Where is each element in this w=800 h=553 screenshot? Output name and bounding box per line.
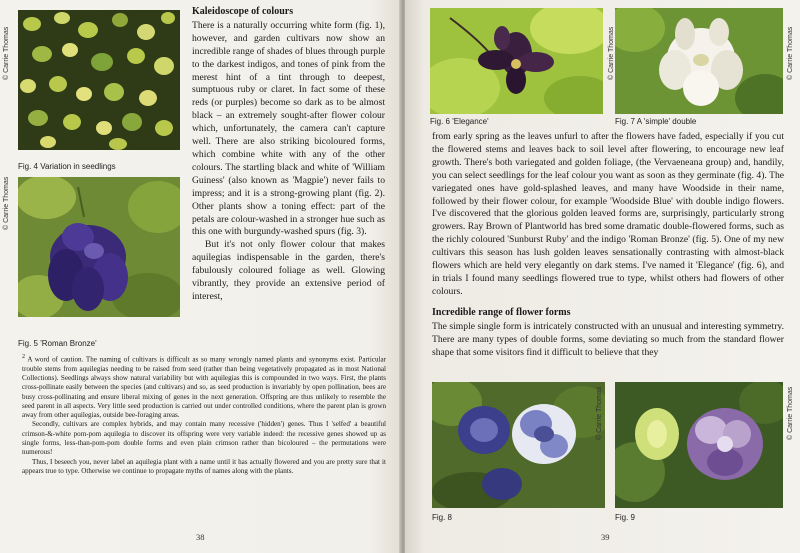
right-page: [405, 0, 800, 553]
paragraph: There is a naturally occurring white form (fig. 1), however, and garden cultivars now show an incredible range of shades of blues through purple to the darkest indigos, and tones of pink from the merest hint of a tint through to deepest, sumptuous ruby or claret. In fact some of these reds (or purples) become so dark as to be almost black – an extremely sought-after flower colour which, unfortunately, the camera can't capture well. There are also striking bicoloured forms, which combine white with any of the other colours. The startling black and white of 'William Guiness' (also known as 'Magpie') never fails to impress; and it is a strong-growing plant (fig. 2). Other plants show a toning effect: part of the petals are colour-washed in a stronger hue such as this one with burgundy-washed spurs (fig. 3).: [192, 19, 385, 238]
fig8-photo-credit: © Carrie Thomas: [596, 386, 603, 440]
footnote-mark: 2: [22, 354, 25, 360]
paragraph: But it's not only flower colour that makes aquilegias indispensable in the garden, there's fabulously coloured foliage as well. Glowing vibrantly, they provide an extensive period of interest,: [192, 239, 385, 302]
fig4-photo: [18, 10, 180, 150]
fig4-caption: Fig. 4 Variation in seedlings: [18, 162, 116, 171]
fig6-photo: [430, 8, 603, 114]
section-heading-colours: Kaleidoscope of colours: [192, 6, 294, 17]
right-column-text: [432, 131, 784, 359]
footnote-text: A word of caution. The naming of cultivars is difficult as so many wrongly named plants and synonyms exist. Particular trouble stems from aquilegias needing to be raised from seed (rather than being vegetatively propagated as in most National Collections). Seedlings always show natural variability but with aquilegias this is compounded in two ways. First, the plants cross-pollinate easily between the species (and cultivars) and so, as seed production is invariably by open pollination, bees are busy cross-pollinating and ensure liberal mixing of genes in the next generation. Offspring are thus unlikely to resemble the seed parent in all aspects. Very little seed production is carried out under controlled conditions, where the parent plan is grown away from other aquilegias, outside bee-foraging areas.: [22, 355, 386, 420]
fig7-caption: Fig. 7 A 'simple' double: [615, 117, 697, 126]
fig7-photo-credit: © Carrie Thomas: [787, 26, 794, 80]
left-column-text: [192, 6, 385, 304]
fig8-photo: [432, 382, 605, 508]
footnote-text: Thus, I beseech you, never label an aquilegia plant with a name until it has actually flowered and you are pretty sure that it appears true to type. Otherwise we continue to propagate myths of names along with the plants.: [22, 457, 386, 475]
fig9-photo-credit: © Carrie Thomas: [787, 386, 794, 440]
fig5-caption: Fig. 5 'Roman Bronze': [18, 339, 97, 348]
section-heading-forms: Incredible range of flower forms: [432, 306, 571, 318]
fig4-photo-credit: © Carrie Thomas: [3, 26, 10, 80]
fig6-photo-credit: © Carrie Thomas: [608, 26, 615, 80]
paragraph: from early spring as the leaves unfurl to after the flowers have faded, especially if you cut the flowered stems and leaves back to soil level after flowering, to encourage new leaf growth. There's both variegated and golden foliage, (the Vervaeneana group) and, handily, you can select seedlings for the leaf colour you want as soon as they germinate (fig. 4). The variegated ones have gold-splashed leaves, and many have Woodside in their name, followed by their flower colour, for example 'Woodside Blue' with double indigo flowers. I've discovered that the glorious golden leaved forms are, surprisingly, particularly strong growers. Ray Brown of Plantworld has bred some dramatic double-flowered forms, such as the richly coloured 'Sunburst Ruby' and the indigo 'Roman Bronze' (fig. 5). One of my new cultivars this season has lush golden leaves sensationally contrasting with almost-black flowers which are held very elegantly on dark stems. I've named it 'Elegance' (fig. 6), and in trials I found many seedlings flowered true to type, whilst others had flowers of other colours.: [432, 131, 784, 297]
fig9-photo: [615, 382, 783, 508]
page-number: 38: [196, 532, 205, 542]
paragraph: The simple single form is intricately constructed with an unusual and interesting symmetry. There are many types of double forms, some deviating so much from the standard flower shape that some visitors find it difficult to believe that they: [432, 320, 784, 358]
fig5-photo: [18, 177, 180, 317]
fig8-caption: Fig. 8: [432, 513, 453, 522]
page-number: 39: [601, 532, 610, 542]
fig6-caption: Fig. 6 'Elegance': [430, 117, 489, 126]
footnote-text: Secondly, cultivars are complex hybrids, and may contain many recessive ('hidden') genes. Thus I 'selfed' a beautiful crimson-&-white pom-pom aquilegia to discover its offspring were very variable indeed: the recessive genes showed up as single forms, less-than-pom-pom double forms and even plain crimson rather than bicoloured – the permutations were numerous!: [22, 420, 386, 457]
fig7-photo: [615, 8, 783, 114]
footnote: [22, 353, 386, 476]
fig9-caption: Fig. 9: [615, 513, 636, 522]
fig5-photo-credit: © Carrie Thomas: [3, 176, 10, 230]
